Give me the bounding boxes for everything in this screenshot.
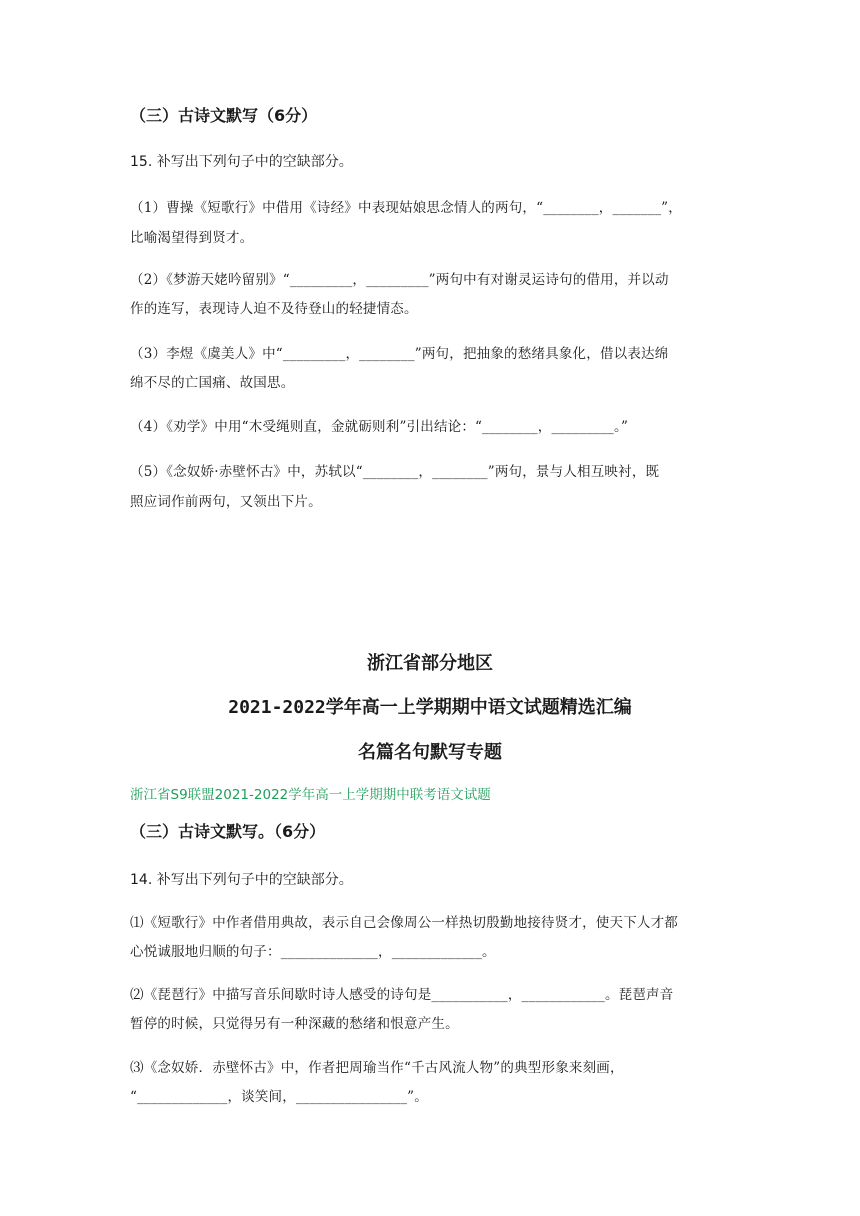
question-item-line: 绵不尽的亡国痛、故国思。	[130, 375, 295, 391]
question-item-line: （4）《劝学》中用“木受绳则直，金就砺则利”引出结论：“________，_________。”	[130, 419, 629, 435]
question-item-line: 心悦诚服地归顺的句子：______________，_____________。	[130, 944, 496, 960]
question-item-line: 暂停的时候，只觉得另有一种深藏的愁绪和恨意产生。	[130, 1016, 459, 1032]
section-heading: （三）古诗文默写（6分）	[130, 106, 318, 125]
question-item-line: “_____________，谈笑间，________________”。	[130, 1089, 428, 1105]
doc-title-topic: 名篇名句默写专题	[358, 742, 502, 763]
section-heading: （三）古诗文默写。（6分）	[130, 822, 326, 841]
question-item-line: （5）《念奴娇·赤壁怀古》中，苏轼以“________，________”两句，景与人相互映衬，既	[130, 464, 660, 480]
question-item-line: 作的连写，表现诗人迫不及待登山的轻捷情态。	[130, 301, 418, 317]
question-item-line: ⑶《念奴娇．赤壁怀古》中，作者把周瑜当作“千古风流人物”的典型形象来刻画，	[130, 1060, 624, 1076]
question-item-line: ⑵《琵琶行》中描写音乐间歇时诗人感受的诗句是___________，____________。琵琶声音	[130, 987, 674, 1003]
question-item-line: ⑴《短歌行》中作者借用典故，表示自己会像周公一样热切殷勤地接待贤才，使天下人才都	[130, 915, 678, 931]
question-item-line: 比喻渴望得到贤才。	[130, 230, 254, 246]
source-exam-label: 浙江省S9联盟2021-2022学年高一上学期期中联考语文试题	[130, 787, 491, 803]
question-item-line: （3）李煜《虞美人》中“_________，________”两句，把抽象的愁绪具象化，借以表达绵	[130, 346, 669, 362]
question-item-line: 照应词作前两句，又领出下片。	[130, 494, 322, 510]
question-item-line: （2）《梦游天姥吟留别》“_________，_________”两句中有对谢灵运诗句的借用，并以动	[130, 272, 669, 288]
question-item-line: （1）曹操《短歌行》中借用《诗经》中表现姑娘思念情人的两句，“________，_______”，	[130, 200, 682, 216]
doc-title-region: 浙江省部分地区	[367, 653, 493, 674]
doc-title-main: 2021-2022学年高一上学期期中语文试题精选汇编	[228, 697, 632, 718]
question-intro: 14. 补写出下列句子中的空缺部分。	[130, 872, 353, 888]
question-intro: 15. 补写出下列句子中的空缺部分。	[130, 154, 353, 170]
